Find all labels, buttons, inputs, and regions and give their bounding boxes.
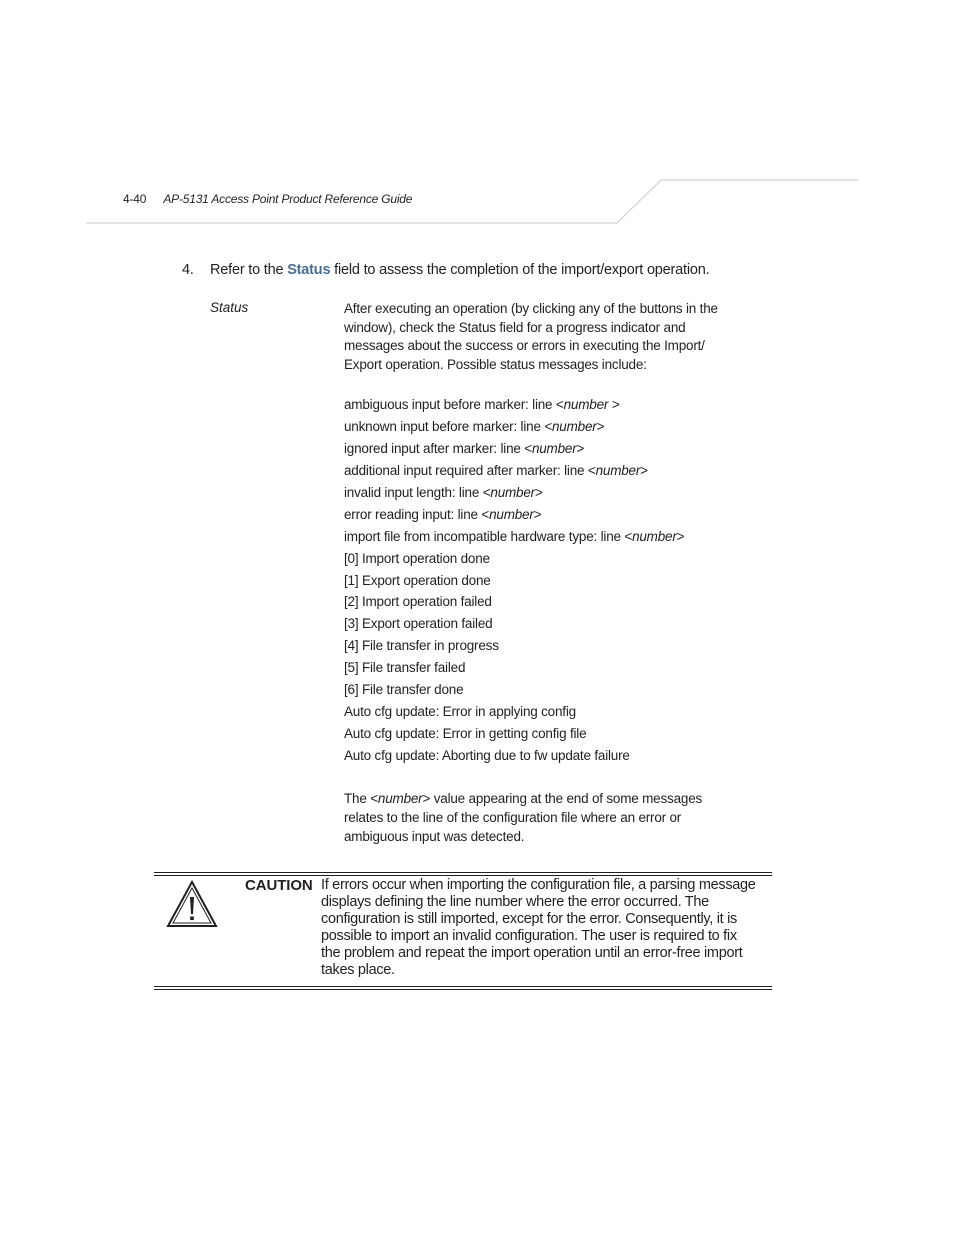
status-message: [6] File transfer done xyxy=(344,682,464,698)
description-text: After executing an operation (by clicking any of the buttons in the window), check the Status field for a progress indicator and messages about the success or errors in executing the Import/ Export operation. Possible status messages include: xyxy=(344,301,718,373)
caution-bottom-rule-inner xyxy=(154,986,772,987)
status-message: Auto cfg update: Error in applying config xyxy=(344,704,576,720)
status-message: invalid input length: line <number> xyxy=(344,484,543,500)
caution-text: If errors occur when importing the configuration file, a parsing message displays defining the line number where the error occurred. The configuration is still imported, except for the error. Consequently, it is possible to import an invalid configuration. The user is required to fix the problem and repeat the import operation until an error-free import takes place. xyxy=(321,877,756,978)
status-message: Auto cfg update: Error in getting config file xyxy=(344,726,587,742)
status-message-list xyxy=(344,396,684,769)
caution-top-rule-inner xyxy=(154,875,772,876)
number-value-note: The <number> value appearing at the end of some messages relates to the line of the configuration file where an error or ambiguous input was detected. xyxy=(344,791,703,844)
step-text-before: Refer to the xyxy=(210,262,288,278)
caution-top-rule xyxy=(154,872,772,873)
status-message: additional input required after marker: line <number> xyxy=(344,462,648,478)
caution-label: CAUTION xyxy=(245,877,313,894)
status-message: [4] File transfer in progress xyxy=(344,638,499,654)
step-text-after: field to assess the completion of the import/export operation. xyxy=(330,262,710,278)
caution-bottom-rule xyxy=(154,989,772,990)
warning-triangle-icon xyxy=(166,880,218,928)
step-4 xyxy=(182,262,709,278)
status-message: [1] Export operation done xyxy=(344,572,491,588)
status-message: Auto cfg update: Aborting due to fw update failure xyxy=(344,748,630,763)
status-field-name: Status xyxy=(287,262,331,278)
page-number: 4-40 xyxy=(123,192,147,206)
definition-term: Status xyxy=(210,300,249,315)
status-message: unknown input before marker: line <number> xyxy=(344,418,605,434)
status-message: [3] Export operation failed xyxy=(344,616,493,632)
status-message: error reading input: line <number> xyxy=(344,506,542,522)
definition-description xyxy=(344,300,724,375)
status-message: import file from incompatible hardware type: line <number> xyxy=(344,528,685,544)
status-message: [0] Import operation done xyxy=(344,550,490,566)
status-message: ignored input after marker: line <number> xyxy=(344,440,585,456)
status-message: [5] File transfer failed xyxy=(344,660,466,676)
status-message: ambiguous input before marker: line <number > xyxy=(344,397,620,412)
status-message: [2] Import operation failed xyxy=(344,594,492,610)
step-number: 4. xyxy=(182,262,194,278)
page-header xyxy=(123,192,412,206)
guide-title: AP-5131 Access Point Product Reference Guide xyxy=(163,192,413,206)
